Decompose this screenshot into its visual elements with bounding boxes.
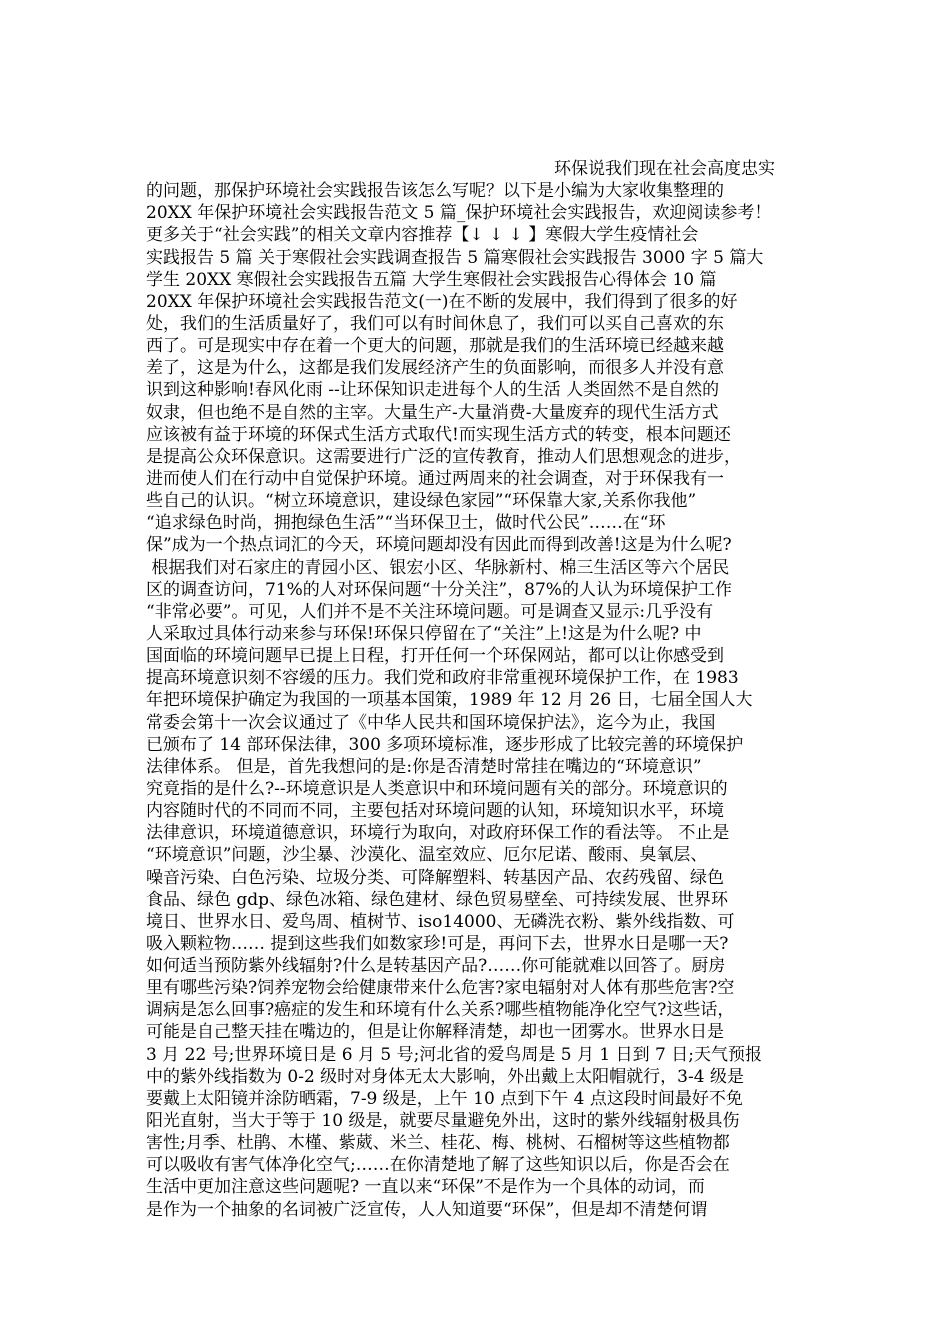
text-line: 应该被有益于环境的环保式生活方式取代!而实现生活方式的转变，根本问题还: [146, 424, 731, 445]
text-line: 如何适当预防紫外线辐射?什么是转基因产品?……你可能就难以回答了。厨房: [146, 956, 726, 977]
text-line: 调病是怎么回事?癌症的发生和环境有什么关系?哪些植物能净化空气?这些话，: [146, 1000, 735, 1021]
text-line: 人采取过具体行动来参与环保!环保只停留在了“关注”上!这是为什么呢? 中: [146, 623, 702, 644]
text-line: 国面临的环境问题早已提上日程，打开任何一个环保网站，都可以让你感受到: [146, 646, 724, 667]
text-line: 3 月 22 号;世界环境日是 6 月 5 号;河北省的爱鸟周是 5 月 1 日到 7 日;天气预报: [146, 1044, 762, 1065]
text-line: 中的紫外线指数为 0-2 级时对身体无太大影响，外出戴上太阳帽就行，3-4 级是: [146, 1066, 744, 1087]
text-line: “环境意识”问题，沙尘暴、沙漠化、温室效应、厄尔尼诺、酸雨、臭氧层、: [146, 845, 708, 866]
text-line: 里有哪些污染?饲养宠物会给健康带来什么危害?家电辐射对人体有那些危害?空: [146, 978, 735, 999]
text-line: 年把环境保护确定为我国的一项基本国策，1989 年 12 月 26 日，七届全国人大: [146, 690, 753, 711]
text-line: 环保说我们现在社会高度忠实: [554, 159, 775, 179]
text-line: 是提高公众环保意识。这需要进行广泛的宣传教育，推动人们思想观念的进步，: [146, 446, 741, 467]
text-line: 20XX 年保护环境社会实践报告范文 5 篇_保护环境社会实践报告，欢迎阅读参考！: [146, 203, 772, 224]
text-line: 阳光直射，当大于等于 10 级是，就要尽量避免外出，这时的紫外线辐射极具伤: [146, 1111, 740, 1132]
text-line: 西了。可是现实中存在着一个更大的问题，那就是我们的生活环境已经越来越: [146, 336, 724, 357]
text-line: 的问题，那保护环境社会实践报告该怎么写呢？以下是小编为大家收集整理的: [146, 181, 724, 202]
text-line: 实践报告 5 篇 关于寒假社会实践调查报告 5 篇寒假社会实践报告 3000 字 5 篇大: [146, 247, 764, 268]
text-line: 法律意识，环境道德意识，环境行为取向，对政府环保工作的看法等。 不止是: [146, 823, 730, 844]
text-line: 区的调查访问，71%的人对环保问题“十分关注”，87%的人认为环境保护工作: [146, 579, 732, 600]
text-line: 噪音污染、白色污染、垃圾分类、可降解塑料、转基因产品、农药残留、绿色: [146, 867, 724, 888]
text-line: 差了，这是为什么，这都是我们发展经济产生的负面影响，而很多人并没有意: [146, 358, 724, 379]
text-line: “非常必要”。可见，人们并不是不关注环境问题。可是调查又显示:几乎没有: [146, 601, 714, 622]
text-line: 是作为一个抽象的名词被广泛宣传，人人知道要“环保”，但是却不清楚何谓: [146, 1199, 708, 1220]
text-line: 提高环境意识刻不容缓的压力。我们党和政府非常重视环境保护工作，在 1983: [146, 668, 739, 689]
text-line: 进而使人们在行动中自觉保护环境。通过两周来的社会调查，对于环保我有一: [146, 468, 724, 489]
text-line: 更多关于“社会实践”的相关文章内容推荐【↓ ↓ ↓ 】寒假大学生疫情社会: [146, 225, 699, 246]
text-line: 生活中更加注意这些问题呢? 一直以来“环保”不是作为一个具体的动词，而: [146, 1177, 705, 1198]
text-line: 20XX 年保护环境社会实践报告范文(一)在不断的发展中，我们得到了很多的好: [146, 291, 738, 312]
text-line: 已颁布了 14 部环保法律，300 多项环境标准，逐步形成了比较完善的环境保护: [146, 734, 744, 755]
text-line: 保”成为一个热点词汇的今天，环境问题却没有因此而得到改善!这是为什么呢?: [146, 535, 732, 556]
text-line: “追求绿色时尚，拥抱绿色生活”“当环保卫士，做时代公民”……在“环: [146, 513, 666, 534]
text-line: 根据我们对石家庄的青园小区、银宏小区、华脉新村、棉三生活区等六个居民: [146, 557, 730, 578]
text-line: 识到这种影响!春风化雨 --让环保知识走进每个人的生活 人类固然不是自然的: [146, 380, 720, 401]
text-line: 究竟指的是什么?--环境意识是人类意识中和环境问题有关的部分。环境意识的: [146, 778, 728, 799]
body-text: [146, 158, 818, 1221]
text-line: 害性;月季、杜鹃、木槿、紫葳、米兰、桂花、梅、桃树、石榴树等这些植物都: [146, 1133, 730, 1154]
text-line: 常委会第十一次会议通过了《中华人民共和国环境保护法》，迄今为止，我国: [146, 712, 716, 733]
text-line: 内容随时代的不同而不同，主要包括对环境问题的认知，环境知识水平，环境: [146, 801, 724, 822]
text-line: 学生 20XX 寒假社会实践报告五篇 大学生寒假社会实践报告心得体会 10 篇: [146, 269, 717, 290]
text-line: 食品、绿色 gdp、绿色冰箱、绿色建材、绿色贸易壁垒、可持续发展、世界环: [146, 889, 729, 910]
text-line: 奴隶，但也绝不是自然的主宰。大量生产-大量消费-大量废弃的现代生活方式: [146, 402, 719, 423]
text-line: 吸入颗粒物…… 提到这些我们如数家珍!可是，再问下去，世界水日是哪一天?: [146, 933, 729, 954]
text-line: 可以吸收有害气体净化空气;……在你清楚地了解了这些知识以后，你是否会在: [146, 1155, 730, 1176]
text-line: 境日、世界水日、爱鸟周、植树节、iso14000、无磷洗衣粉、紫外线指数、可: [146, 911, 735, 932]
text-line: 要戴上太阳镜并涂防晒霜，7-9 级是，上午 10 点到下午 4 点这段时间最好不免: [146, 1088, 743, 1109]
text-line: 些自己的认识。“树立环境意识，建设绿色家园”“环保靠大家,关系你我他”: [146, 491, 697, 512]
text-line: 可能是自己整天挂在嘴边的，但是让你解释清楚，却也一团雾水。世界水日是: [146, 1022, 724, 1043]
text-line: 处，我们的生活质量好了，我们可以有时间休息了，我们可以买自己喜欢的东: [146, 313, 724, 334]
text-line: 法律体系。 但是，首先我想问的是:你是否清楚时常挂在嘴边的“环境意识”: [146, 756, 702, 777]
